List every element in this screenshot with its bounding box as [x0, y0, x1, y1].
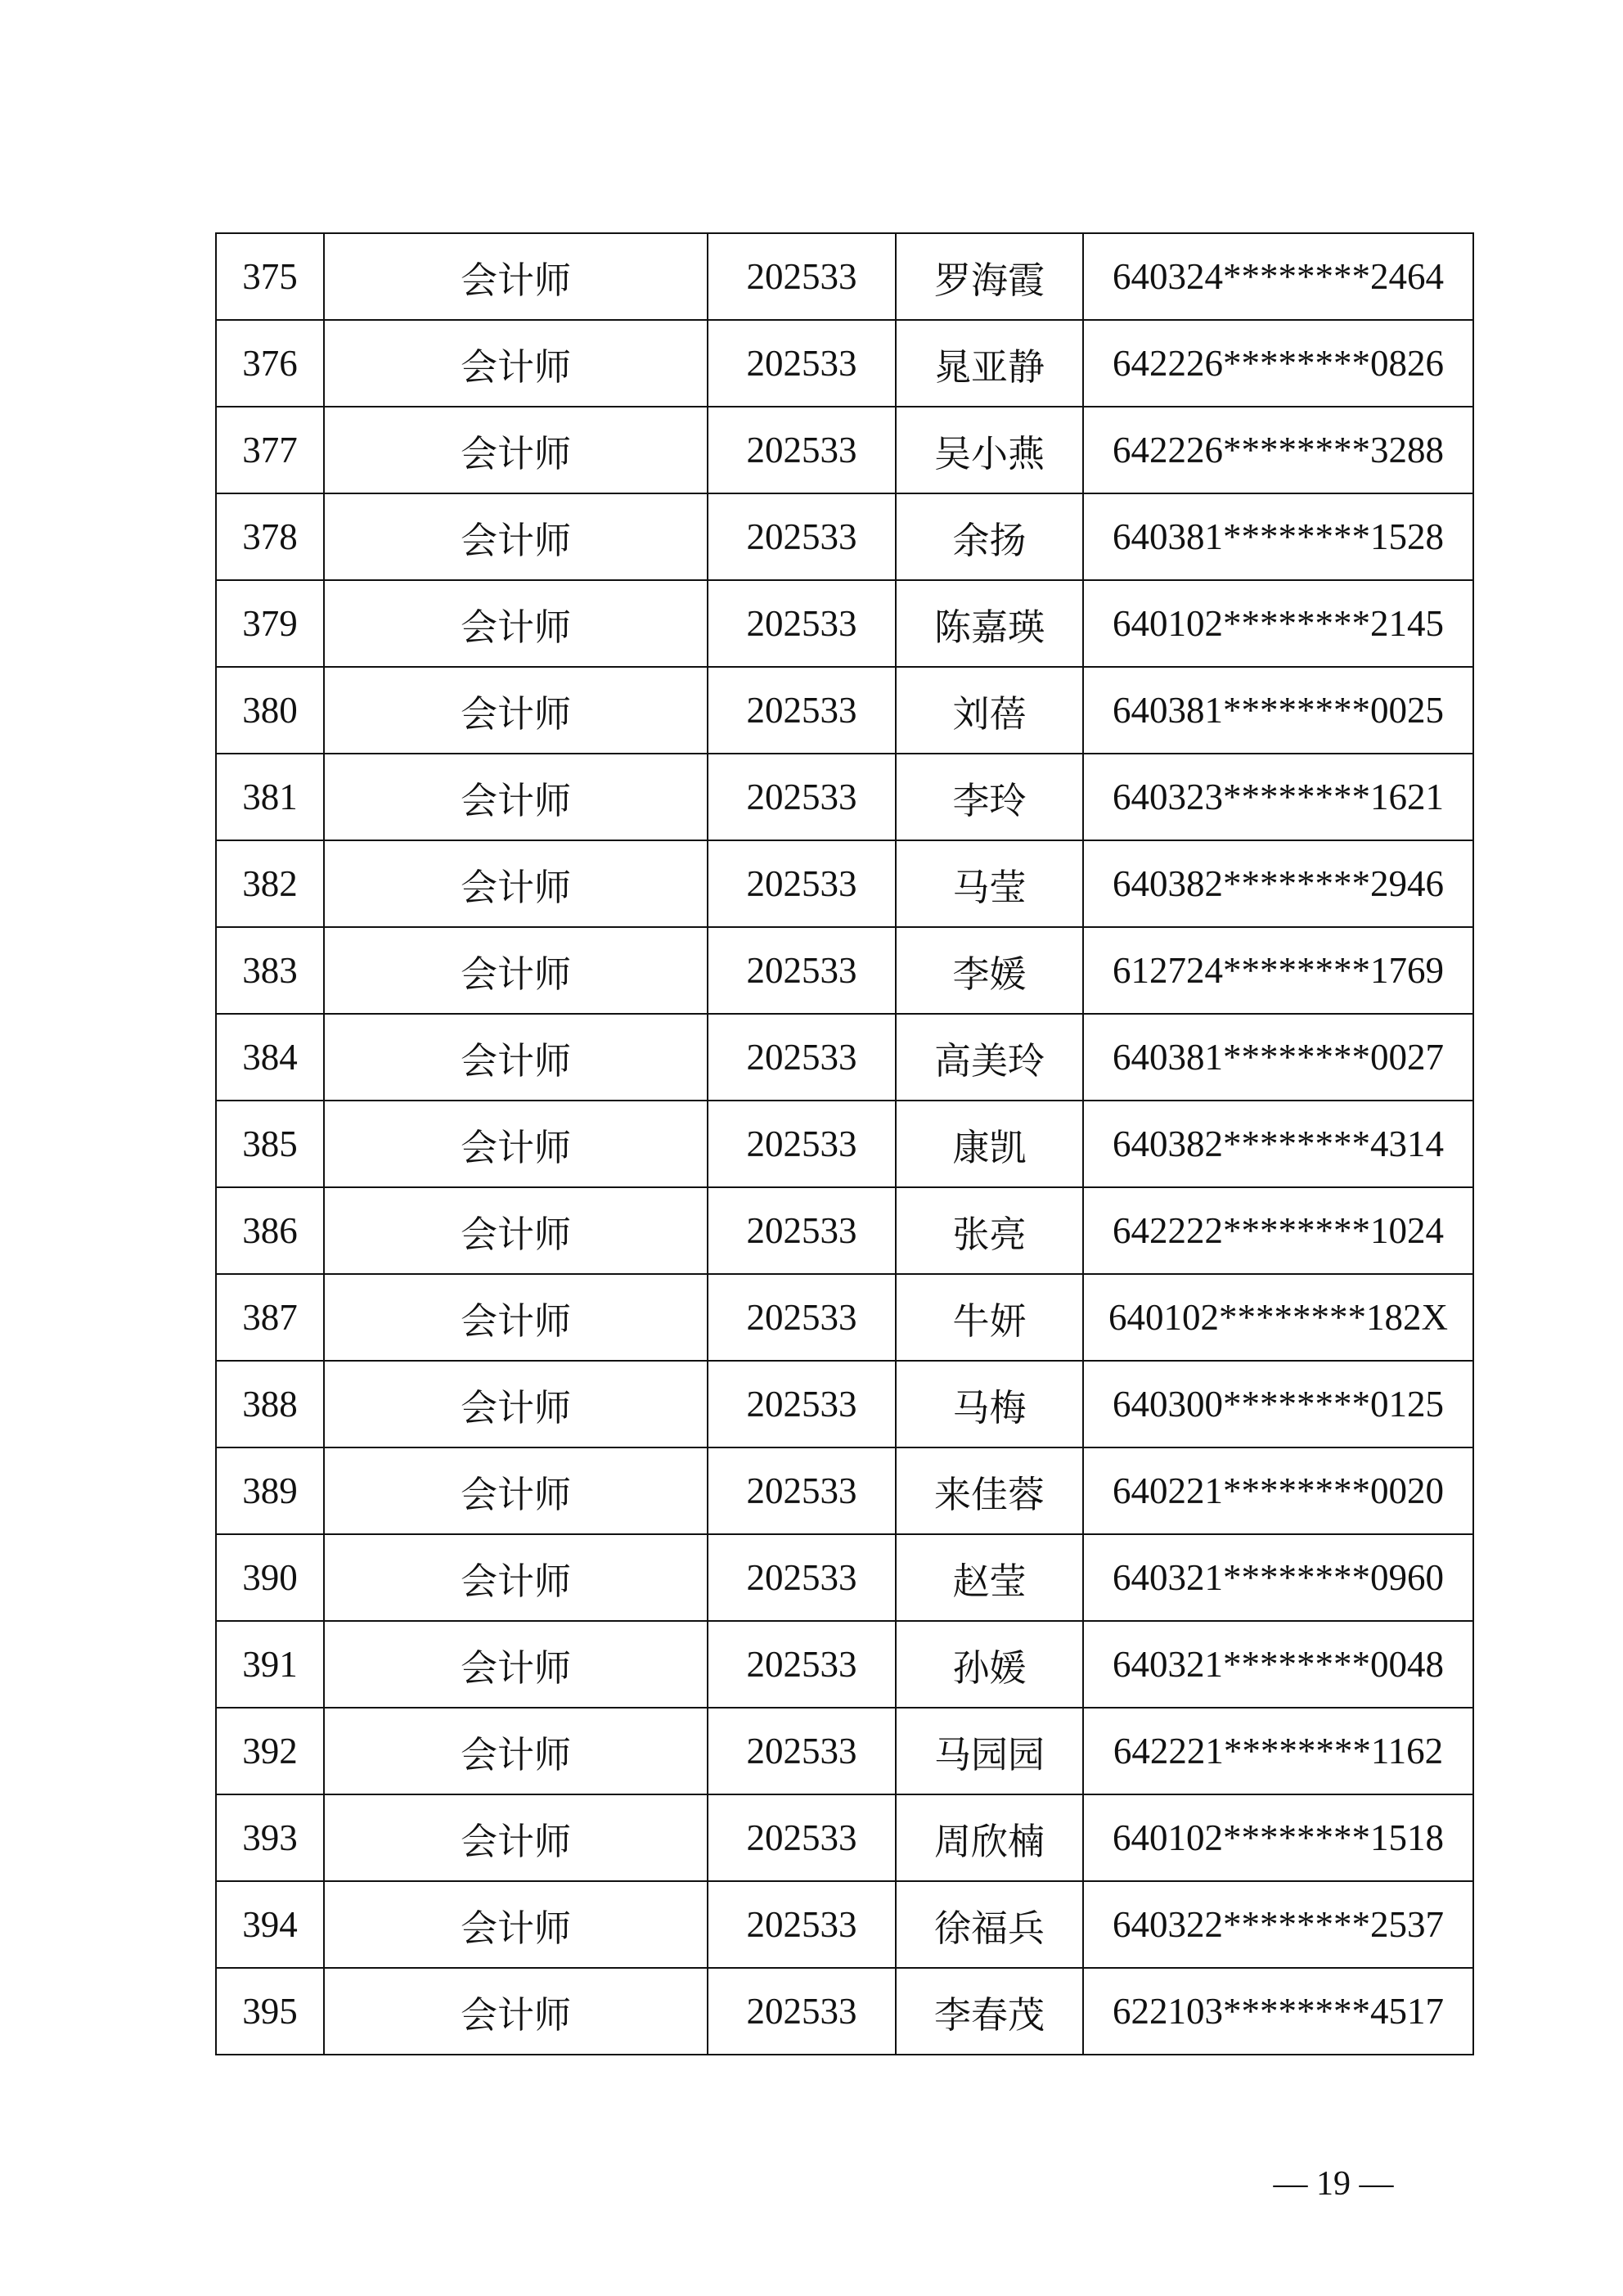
id-number-cell: 640102********2145	[1083, 580, 1473, 667]
batch-code-cell: 202533	[708, 1014, 896, 1101]
person-name-cell: 李玲	[896, 754, 1083, 840]
person-name-cell: 来佳蓉	[896, 1447, 1083, 1534]
person-name-cell: 徐福兵	[896, 1881, 1083, 1968]
person-name-cell: 张亮	[896, 1187, 1083, 1274]
qualification-title-cell: 会计师	[324, 1881, 708, 1968]
qualification-title-cell: 会计师	[324, 1447, 708, 1534]
row-number-cell: 388	[216, 1361, 324, 1447]
table-row	[216, 1014, 1473, 1101]
person-name-cell: 康凯	[896, 1101, 1083, 1187]
table-row	[216, 1361, 1473, 1447]
qualification-title-cell: 会计师	[324, 1101, 708, 1187]
table-row	[216, 233, 1473, 320]
row-number-cell: 376	[216, 320, 324, 407]
id-number-cell: 640102********1518	[1083, 1794, 1473, 1881]
id-number-cell: 642222********1024	[1083, 1187, 1473, 1274]
batch-code-cell: 202533	[708, 1274, 896, 1361]
batch-code-cell: 202533	[708, 927, 896, 1014]
batch-code-cell: 202533	[708, 493, 896, 580]
qualification-title-cell: 会计师	[324, 1187, 708, 1274]
table-row	[216, 927, 1473, 1014]
batch-code-cell: 202533	[708, 233, 896, 320]
qualification-title-cell: 会计师	[324, 754, 708, 840]
qualification-title-cell: 会计师	[324, 233, 708, 320]
row-number-cell: 384	[216, 1014, 324, 1101]
table-row	[216, 1881, 1473, 1968]
id-number-cell: 640221********0020	[1083, 1447, 1473, 1534]
batch-code-cell: 202533	[708, 754, 896, 840]
person-name-cell: 李春茂	[896, 1968, 1083, 2055]
batch-code-cell: 202533	[708, 1101, 896, 1187]
id-number-cell: 640321********0048	[1083, 1621, 1473, 1708]
id-number-cell: 640102********182X	[1083, 1274, 1473, 1361]
person-name-cell: 马梅	[896, 1361, 1083, 1447]
id-number-cell: 640382********2946	[1083, 840, 1473, 927]
row-number-cell: 386	[216, 1187, 324, 1274]
row-number-cell: 393	[216, 1794, 324, 1881]
table-row	[216, 320, 1473, 407]
person-name-cell: 牛妍	[896, 1274, 1083, 1361]
id-number-cell: 640322********2537	[1083, 1881, 1473, 1968]
id-number-cell: 640321********0960	[1083, 1534, 1473, 1621]
id-number-cell: 622103********4517	[1083, 1968, 1473, 2055]
table-row	[216, 580, 1473, 667]
person-name-cell: 孙媛	[896, 1621, 1083, 1708]
table-row	[216, 1274, 1473, 1361]
row-number-cell: 377	[216, 407, 324, 493]
batch-code-cell: 202533	[708, 1621, 896, 1708]
person-name-cell: 陈嘉瑛	[896, 580, 1083, 667]
qualification-title-cell: 会计师	[324, 1621, 708, 1708]
table-row	[216, 754, 1473, 840]
qualification-title-cell: 会计师	[324, 1968, 708, 2055]
row-number-cell: 387	[216, 1274, 324, 1361]
qualification-title-cell: 会计师	[324, 1361, 708, 1447]
qualification-title-cell: 会计师	[324, 1014, 708, 1101]
row-number-cell: 380	[216, 667, 324, 754]
table-row	[216, 1708, 1473, 1794]
batch-code-cell: 202533	[708, 840, 896, 927]
table-row	[216, 1794, 1473, 1881]
qualification-title-cell: 会计师	[324, 580, 708, 667]
table-row	[216, 1447, 1473, 1534]
table-row	[216, 1621, 1473, 1708]
id-number-cell: 640381********0025	[1083, 667, 1473, 754]
qualification-title-cell: 会计师	[324, 840, 708, 927]
batch-code-cell: 202533	[708, 1534, 896, 1621]
batch-code-cell: 202533	[708, 1968, 896, 2055]
table-row	[216, 667, 1473, 754]
row-number-cell: 392	[216, 1708, 324, 1794]
table-row	[216, 407, 1473, 493]
batch-code-cell: 202533	[708, 1881, 896, 1968]
id-number-cell: 640323********1621	[1083, 754, 1473, 840]
batch-code-cell: 202533	[708, 1447, 896, 1534]
person-name-cell: 李媛	[896, 927, 1083, 1014]
table-row	[216, 493, 1473, 580]
qualification-title-cell: 会计师	[324, 407, 708, 493]
batch-code-cell: 202533	[708, 1187, 896, 1274]
qualification-title-cell: 会计师	[324, 1534, 708, 1621]
qualification-title-cell: 会计师	[324, 1794, 708, 1881]
person-name-cell: 马莹	[896, 840, 1083, 927]
row-number-cell: 381	[216, 754, 324, 840]
table-row	[216, 1534, 1473, 1621]
table-row	[216, 1187, 1473, 1274]
id-number-cell: 612724********1769	[1083, 927, 1473, 1014]
id-number-cell: 642226********3288	[1083, 407, 1473, 493]
person-name-cell: 刘蓓	[896, 667, 1083, 754]
id-number-cell: 642226********0826	[1083, 320, 1473, 407]
batch-code-cell: 202533	[708, 320, 896, 407]
row-number-cell: 389	[216, 1447, 324, 1534]
table-row	[216, 840, 1473, 927]
id-number-cell: 640300********0125	[1083, 1361, 1473, 1447]
batch-code-cell: 202533	[708, 1708, 896, 1794]
person-name-cell: 周欣楠	[896, 1794, 1083, 1881]
roster-table-body	[216, 233, 1473, 2055]
page-number: — 19 —	[1273, 2165, 1394, 2203]
person-name-cell: 吴小燕	[896, 407, 1083, 493]
row-number-cell: 394	[216, 1881, 324, 1968]
person-name-cell: 马园园	[896, 1708, 1083, 1794]
id-number-cell: 642221********1162	[1083, 1708, 1473, 1794]
table-row	[216, 1968, 1473, 2055]
id-number-cell: 640381********0027	[1083, 1014, 1473, 1101]
batch-code-cell: 202533	[708, 580, 896, 667]
row-number-cell: 385	[216, 1101, 324, 1187]
batch-code-cell: 202533	[708, 667, 896, 754]
batch-code-cell: 202533	[708, 407, 896, 493]
row-number-cell: 391	[216, 1621, 324, 1708]
qualification-title-cell: 会计师	[324, 493, 708, 580]
person-name-cell: 余扬	[896, 493, 1083, 580]
qualification-title-cell: 会计师	[324, 927, 708, 1014]
row-number-cell: 383	[216, 927, 324, 1014]
row-number-cell: 395	[216, 1968, 324, 2055]
qualification-title-cell: 会计师	[324, 667, 708, 754]
batch-code-cell: 202533	[708, 1361, 896, 1447]
person-name-cell: 罗海霞	[896, 233, 1083, 320]
id-number-cell: 640324********2464	[1083, 233, 1473, 320]
qualification-title-cell: 会计师	[324, 1708, 708, 1794]
qualification-title-cell: 会计师	[324, 320, 708, 407]
id-number-cell: 640382********4314	[1083, 1101, 1473, 1187]
person-name-cell: 赵莹	[896, 1534, 1083, 1621]
qualification-title-cell: 会计师	[324, 1274, 708, 1361]
row-number-cell: 375	[216, 233, 324, 320]
roster-table	[215, 232, 1474, 2055]
id-number-cell: 640381********1528	[1083, 493, 1473, 580]
row-number-cell: 378	[216, 493, 324, 580]
row-number-cell: 379	[216, 580, 324, 667]
row-number-cell: 382	[216, 840, 324, 927]
table-row	[216, 1101, 1473, 1187]
person-name-cell: 高美玲	[896, 1014, 1083, 1101]
person-name-cell: 晁亚静	[896, 320, 1083, 407]
row-number-cell: 390	[216, 1534, 324, 1621]
batch-code-cell: 202533	[708, 1794, 896, 1881]
